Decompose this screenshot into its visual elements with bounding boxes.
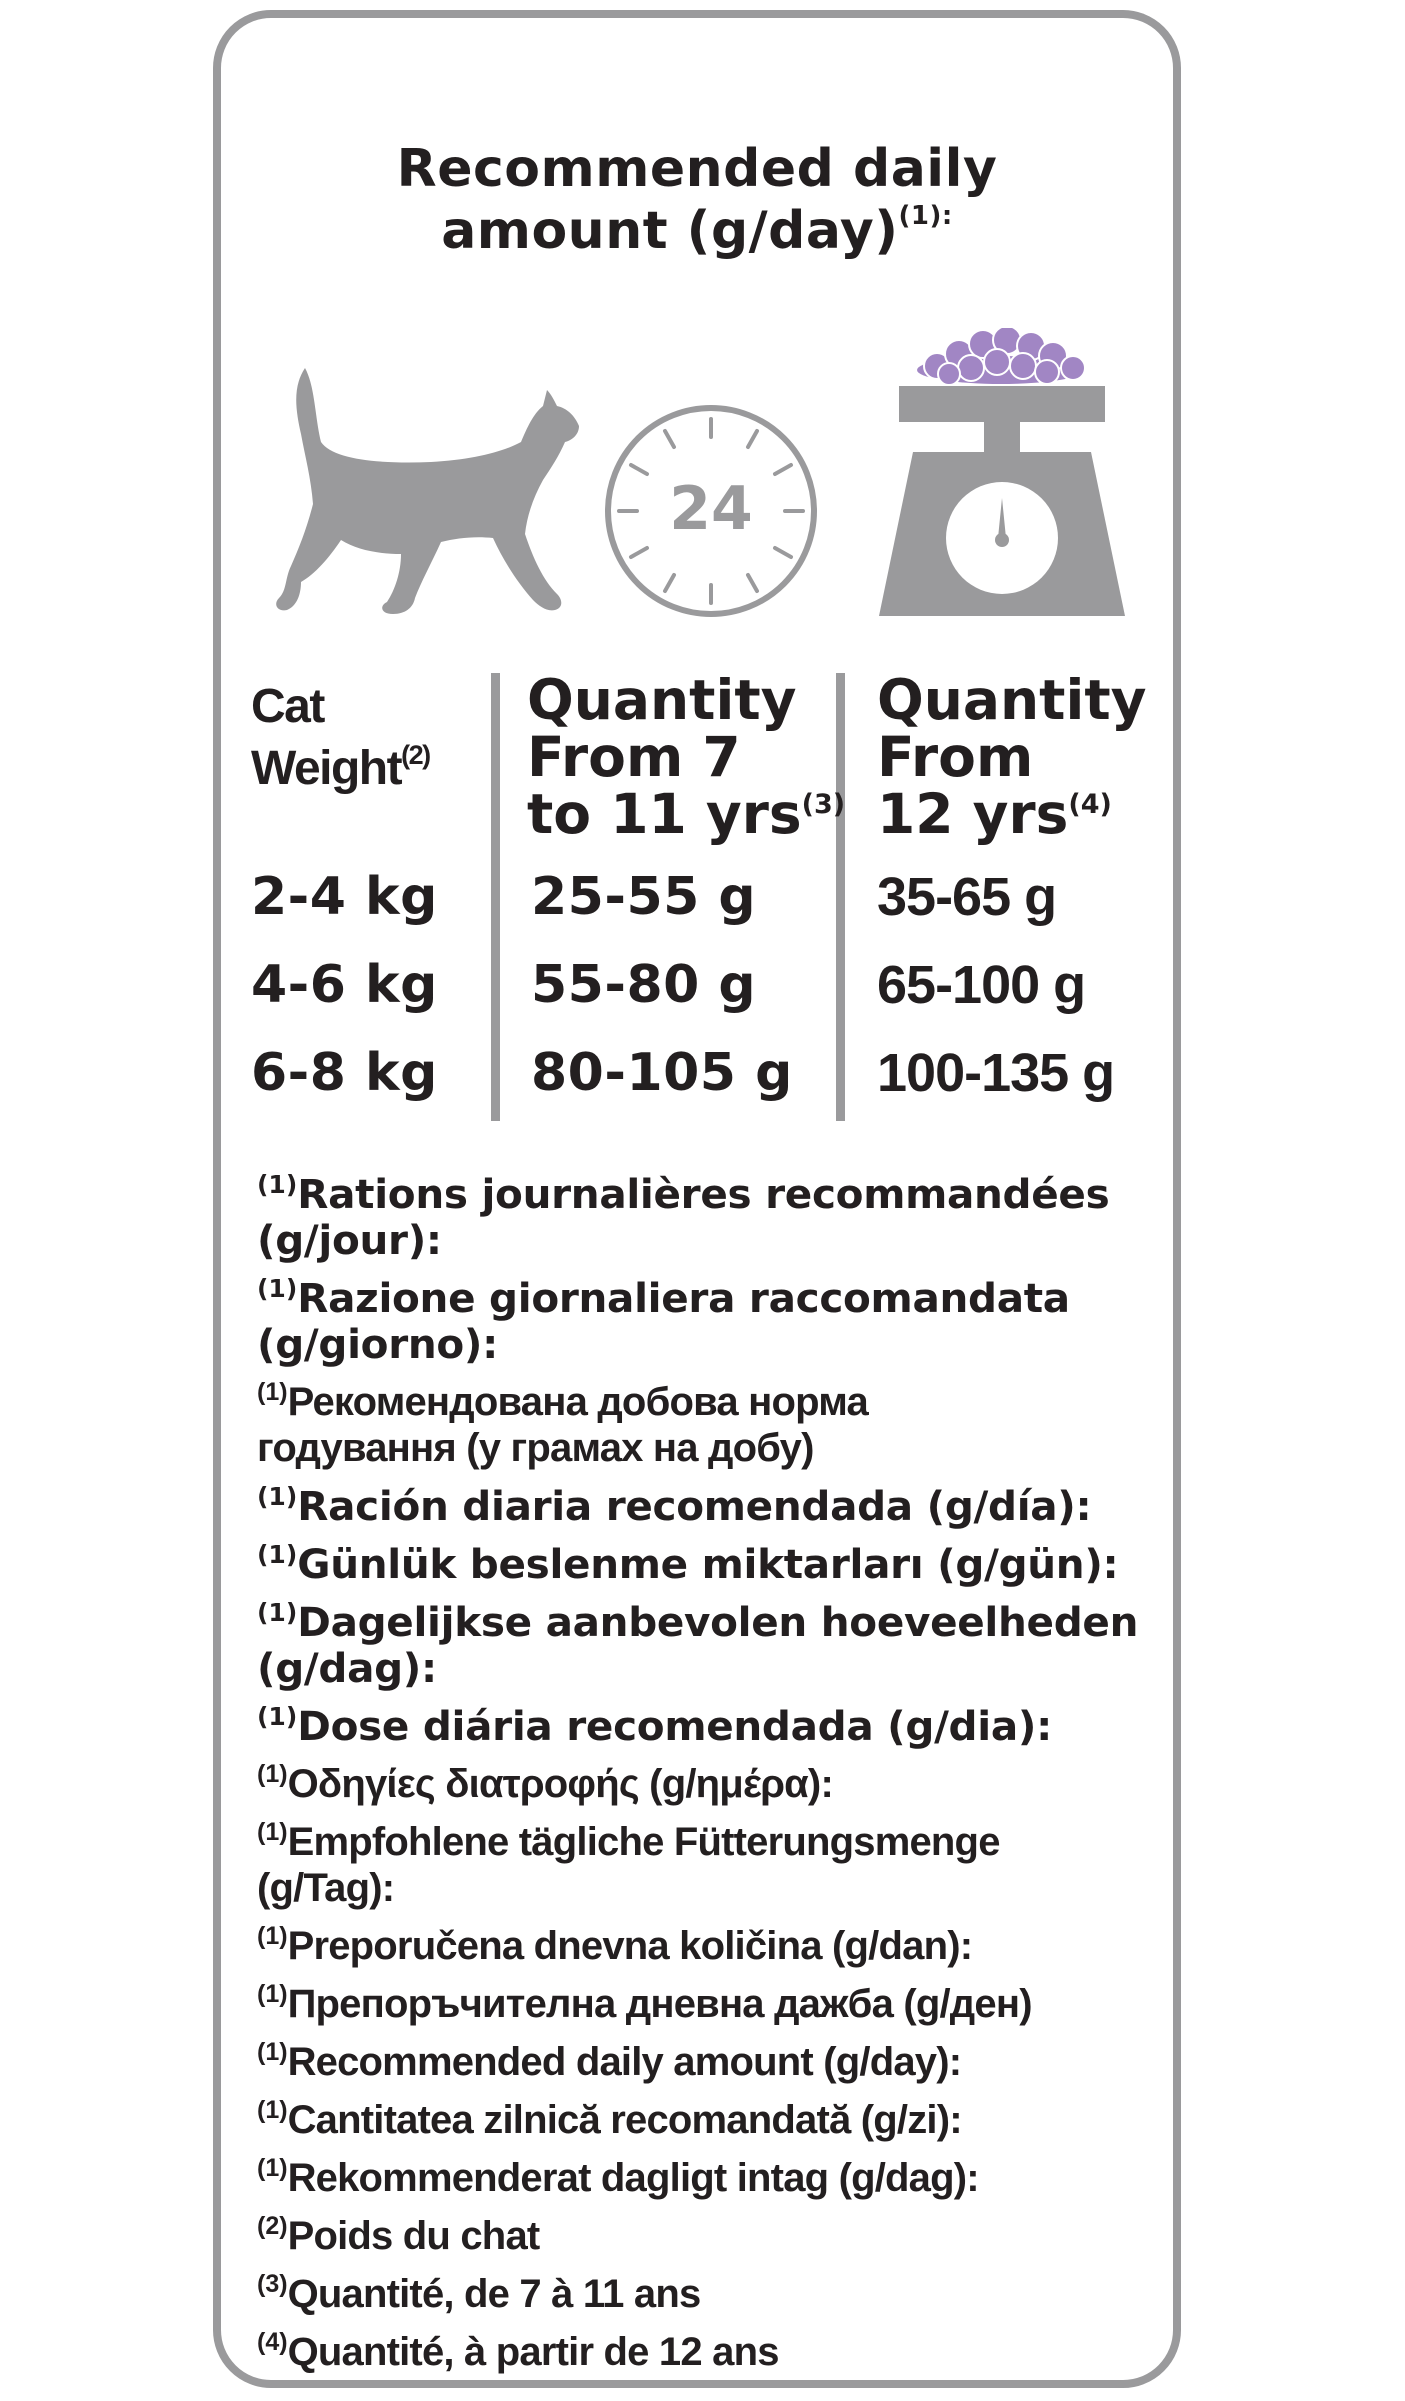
title-footnote-mark: (1):	[898, 201, 953, 231]
table-cell-quantity-12-plus: 100-135 g	[877, 1043, 1115, 1103]
footnote-tr: $^{(1)}$Günlük beslenme miktarları (g/gün):	[257, 1540, 1119, 1588]
title-line-1: Recommended daily	[396, 139, 998, 199]
table-cell-weight: 4-6 kg	[251, 955, 438, 1015]
footnote-pt: $^{(1)}$Dose diária recomendada (g/dia):	[257, 1702, 1052, 1750]
footnote-el: $^{(1)}$Οδηγίες διατροφής (g/ημέρα):	[257, 1760, 833, 1806]
feeding-guide-panel	[213, 10, 1181, 2388]
footnote-hr: $^{(1)}$Preporučena dnevna količina (g/dan):	[257, 1922, 973, 1968]
cat-icon	[271, 368, 581, 618]
table-cell-quantity-7-11: 80-105 g	[531, 1043, 793, 1103]
kibble-icon	[917, 328, 1085, 385]
footnote-ro: $^{(1)}$Cantitatea zilnică recomandată (g/zi):	[257, 2096, 962, 2142]
table-cell-quantity-12-plus: 65-100 g	[877, 955, 1086, 1015]
food-scale-icon	[877, 328, 1127, 618]
title-line-2: amount $(g/day)^{(1):}$	[441, 201, 953, 261]
footnote-nl: $^{(1)}$Dagelijkse aanbevolen hoeveelheden (g/dag):	[257, 1598, 1139, 1692]
footnote-sv: $^{(1)}$Rekommenderat dagligt intag (g/dag):	[257, 2154, 979, 2200]
footnote-quantite-12: $^{(4)}$Quantité, à partir de 12 ans	[257, 2328, 779, 2374]
clock-icon	[601, 401, 821, 621]
footnote-uk: $^{(1)}$Рекомендована добова норма годування (у грамах на добу)	[257, 1378, 868, 1470]
table-cell-quantity-12-plus: 35-65 g	[877, 867, 1057, 927]
table-cell-weight: 2-4 kg	[251, 867, 438, 927]
column-divider-1	[491, 673, 500, 1121]
header-quantity-7-11: Quantity From 7 to 11 yrs$^{(3)}$	[527, 668, 846, 846]
footnote-poids-du-chat: $^{(2)}$Poids du chat	[257, 2212, 540, 2258]
footnote-quantite-7-11: $^{(3)}$Quantité, de 7 à 11 ans	[257, 2270, 701, 2316]
footnote-bg: $^{(1)}$Препоръчителна дневна дажба (g/ден)	[257, 1980, 1032, 2026]
table-cell-quantity-7-11: 25-55 g	[531, 867, 757, 927]
table-cell-weight: 6-8 kg	[251, 1043, 438, 1103]
header-quantity-12-plus: Quantity From 12 yrs$^{(4)}$	[877, 668, 1147, 846]
footnote-es: $^{(1)}$Ración diaria recomendada (g/día):	[257, 1482, 1092, 1530]
footnotes	[257, 1171, 1172, 2387]
footnote-en: $^{(1)}$Recommended daily amount (g/day):	[257, 2038, 962, 2084]
header-cat-weight: Cat Weight$^{(2)}$	[251, 680, 430, 795]
footnote-de: $^{(1)}$Empfohlene tägliche Fütterungsmenge (g/Tag):	[257, 1818, 1000, 1910]
footnote-fr: $^{(1)}$Rations journalières recommandées (g/jour):	[257, 1170, 1110, 1264]
table-cell-quantity-7-11: 55-80 g	[531, 955, 757, 1015]
page-title	[221, 138, 1173, 262]
footnote-it: $^{(1)}$Razione giornaliera raccomandata (g/giorno):	[257, 1274, 1070, 1368]
clock-label: 24	[669, 474, 753, 544]
